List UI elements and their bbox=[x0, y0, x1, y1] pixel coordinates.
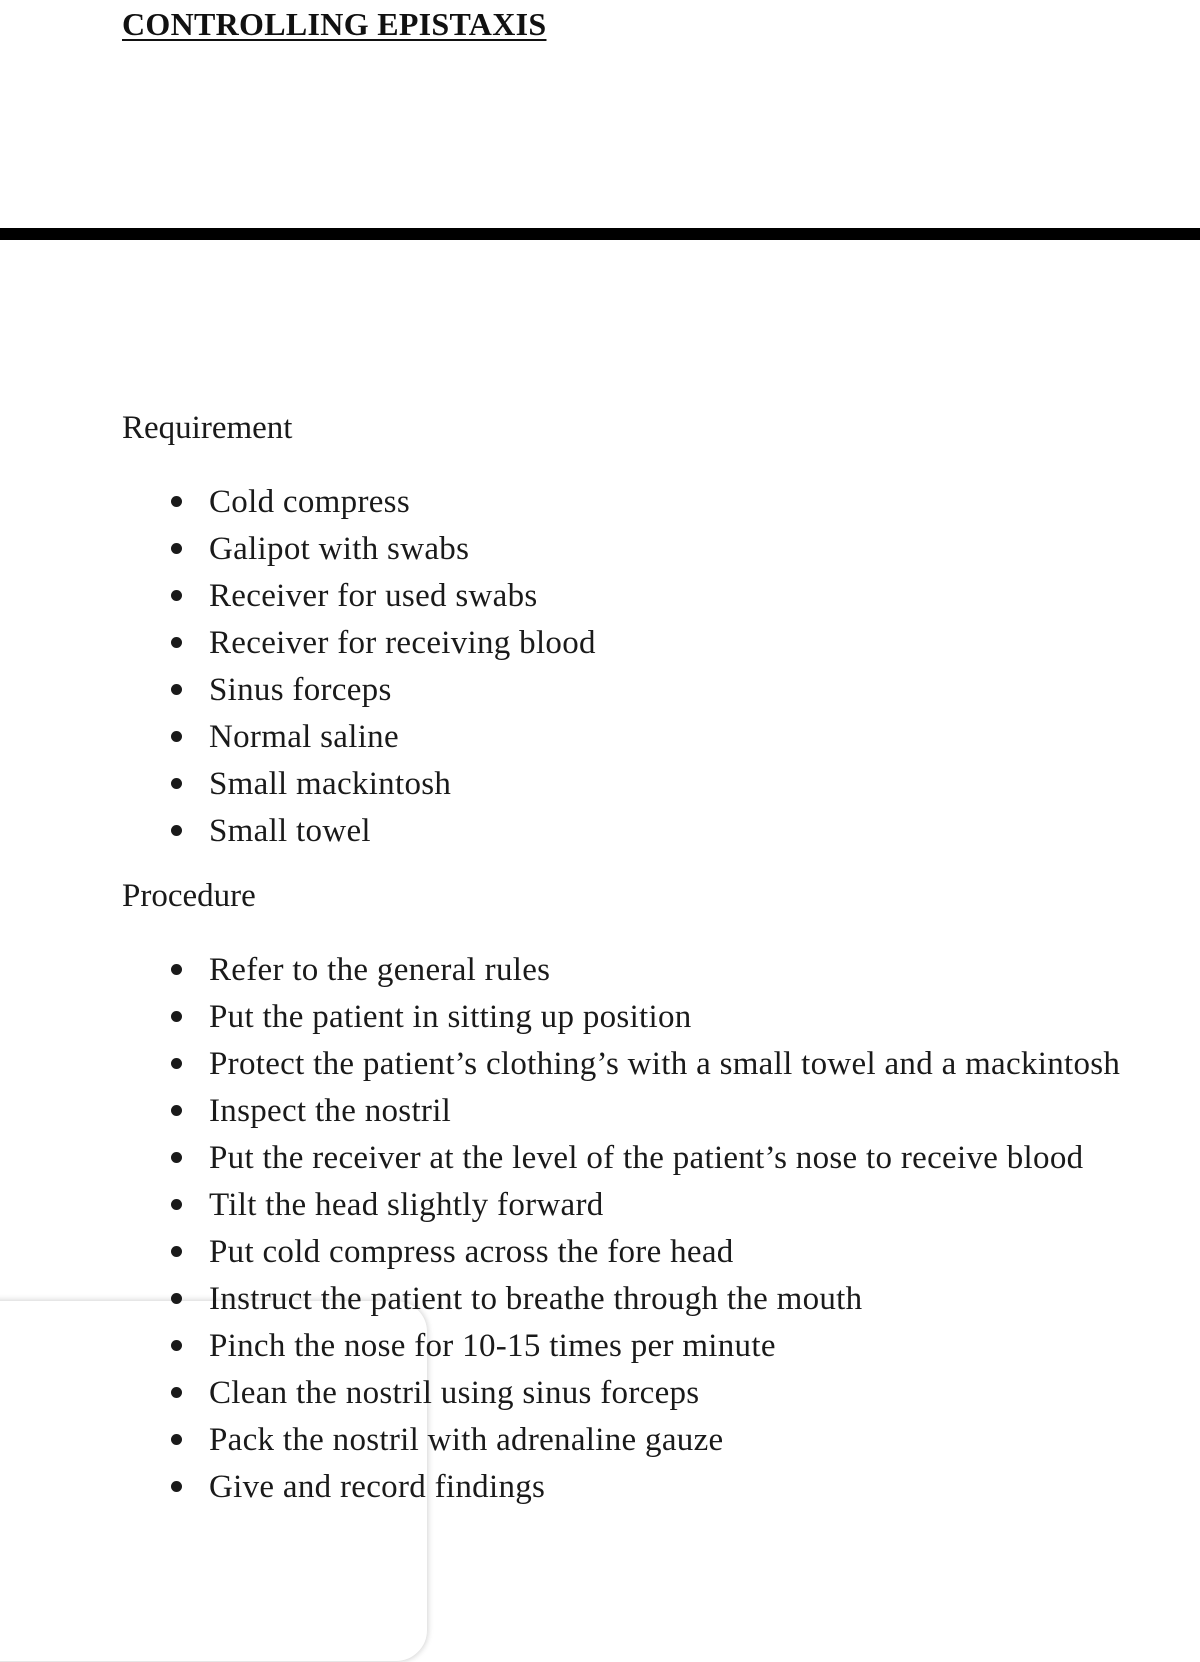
list-item bbox=[0, 668, 1200, 712]
list-item-text: Inspect the nostril bbox=[209, 1093, 452, 1129]
list-item-text: Clean the nostril using sinus forceps bbox=[209, 1375, 700, 1411]
bullet-icon bbox=[171, 637, 182, 648]
bullet-icon bbox=[171, 684, 182, 695]
bullet-icon bbox=[171, 1011, 182, 1022]
list-item-text: Small mackintosh bbox=[209, 766, 452, 802]
list-item bbox=[0, 1136, 1200, 1180]
procedure-heading: Procedure bbox=[122, 878, 256, 914]
bullet-icon bbox=[171, 1152, 182, 1163]
list-item bbox=[0, 809, 1200, 853]
bullet-icon bbox=[171, 731, 182, 742]
bullet-icon bbox=[171, 1199, 182, 1210]
list-item bbox=[0, 574, 1200, 618]
bullet-icon bbox=[171, 1340, 182, 1351]
list-item-text: Put cold compress across the fore head bbox=[209, 1234, 734, 1270]
list-item-text: Give and record findings bbox=[209, 1469, 546, 1505]
list-item-text: Instruct the patient to breathe through the mouth bbox=[209, 1281, 863, 1317]
list-item-text: Sinus forceps bbox=[209, 672, 392, 708]
list-item-text: Put the patient in sitting up position bbox=[209, 999, 692, 1035]
list-item bbox=[0, 1418, 1200, 1462]
bullet-icon bbox=[171, 543, 182, 554]
list-item bbox=[0, 948, 1200, 992]
requirement-list bbox=[0, 480, 1200, 856]
list-item-text: Normal saline bbox=[209, 719, 399, 755]
list-item bbox=[0, 621, 1200, 665]
list-item-text: Receiver for receiving blood bbox=[209, 625, 596, 661]
list-item bbox=[0, 1230, 1200, 1274]
list-item bbox=[0, 715, 1200, 759]
list-item-text: Pack the nostril with adrenaline gauze bbox=[209, 1422, 724, 1458]
bullet-icon bbox=[171, 825, 182, 836]
list-item-text: Galipot with swabs bbox=[209, 531, 470, 567]
list-item bbox=[0, 1324, 1200, 1368]
list-item bbox=[0, 1089, 1200, 1133]
list-item bbox=[0, 1465, 1200, 1509]
document-title: CONTROLLING EPISTAXIS bbox=[122, 6, 547, 42]
list-item bbox=[0, 1277, 1200, 1321]
list-item-text: Refer to the general rules bbox=[209, 952, 551, 988]
bullet-icon bbox=[171, 1434, 182, 1445]
list-item bbox=[0, 762, 1200, 806]
list-item bbox=[0, 1042, 1200, 1086]
requirement-heading: Requirement bbox=[122, 410, 293, 446]
procedure-list bbox=[0, 948, 1200, 1512]
bullet-icon bbox=[171, 964, 182, 975]
list-item bbox=[0, 995, 1200, 1039]
bullet-icon bbox=[171, 1387, 182, 1398]
list-item bbox=[0, 527, 1200, 571]
list-item-text: Small towel bbox=[209, 813, 371, 849]
list-item-text: Protect the patient’s clothing’s with a small towel and a mackintosh bbox=[209, 1046, 1121, 1082]
bullet-icon bbox=[171, 1105, 182, 1116]
list-item-text: Tilt the head slightly forward bbox=[209, 1187, 604, 1223]
list-item bbox=[0, 1183, 1200, 1227]
list-item bbox=[0, 480, 1200, 524]
horizontal-divider bbox=[0, 228, 1200, 240]
bullet-icon bbox=[171, 590, 182, 601]
bullet-icon bbox=[171, 1246, 182, 1257]
list-item-text: Put the receiver at the level of the patient’s nose to receive blood bbox=[209, 1140, 1084, 1176]
bullet-icon bbox=[171, 496, 182, 507]
bullet-icon bbox=[171, 778, 182, 789]
list-item bbox=[0, 1371, 1200, 1415]
bullet-icon bbox=[171, 1481, 182, 1492]
bullet-icon bbox=[171, 1293, 182, 1304]
list-item-text: Cold compress bbox=[209, 484, 410, 520]
list-item-text: Receiver for used swabs bbox=[209, 578, 538, 614]
list-item-text: Pinch the nose for 10-15 times per minute bbox=[209, 1328, 776, 1364]
bullet-icon bbox=[171, 1058, 182, 1069]
